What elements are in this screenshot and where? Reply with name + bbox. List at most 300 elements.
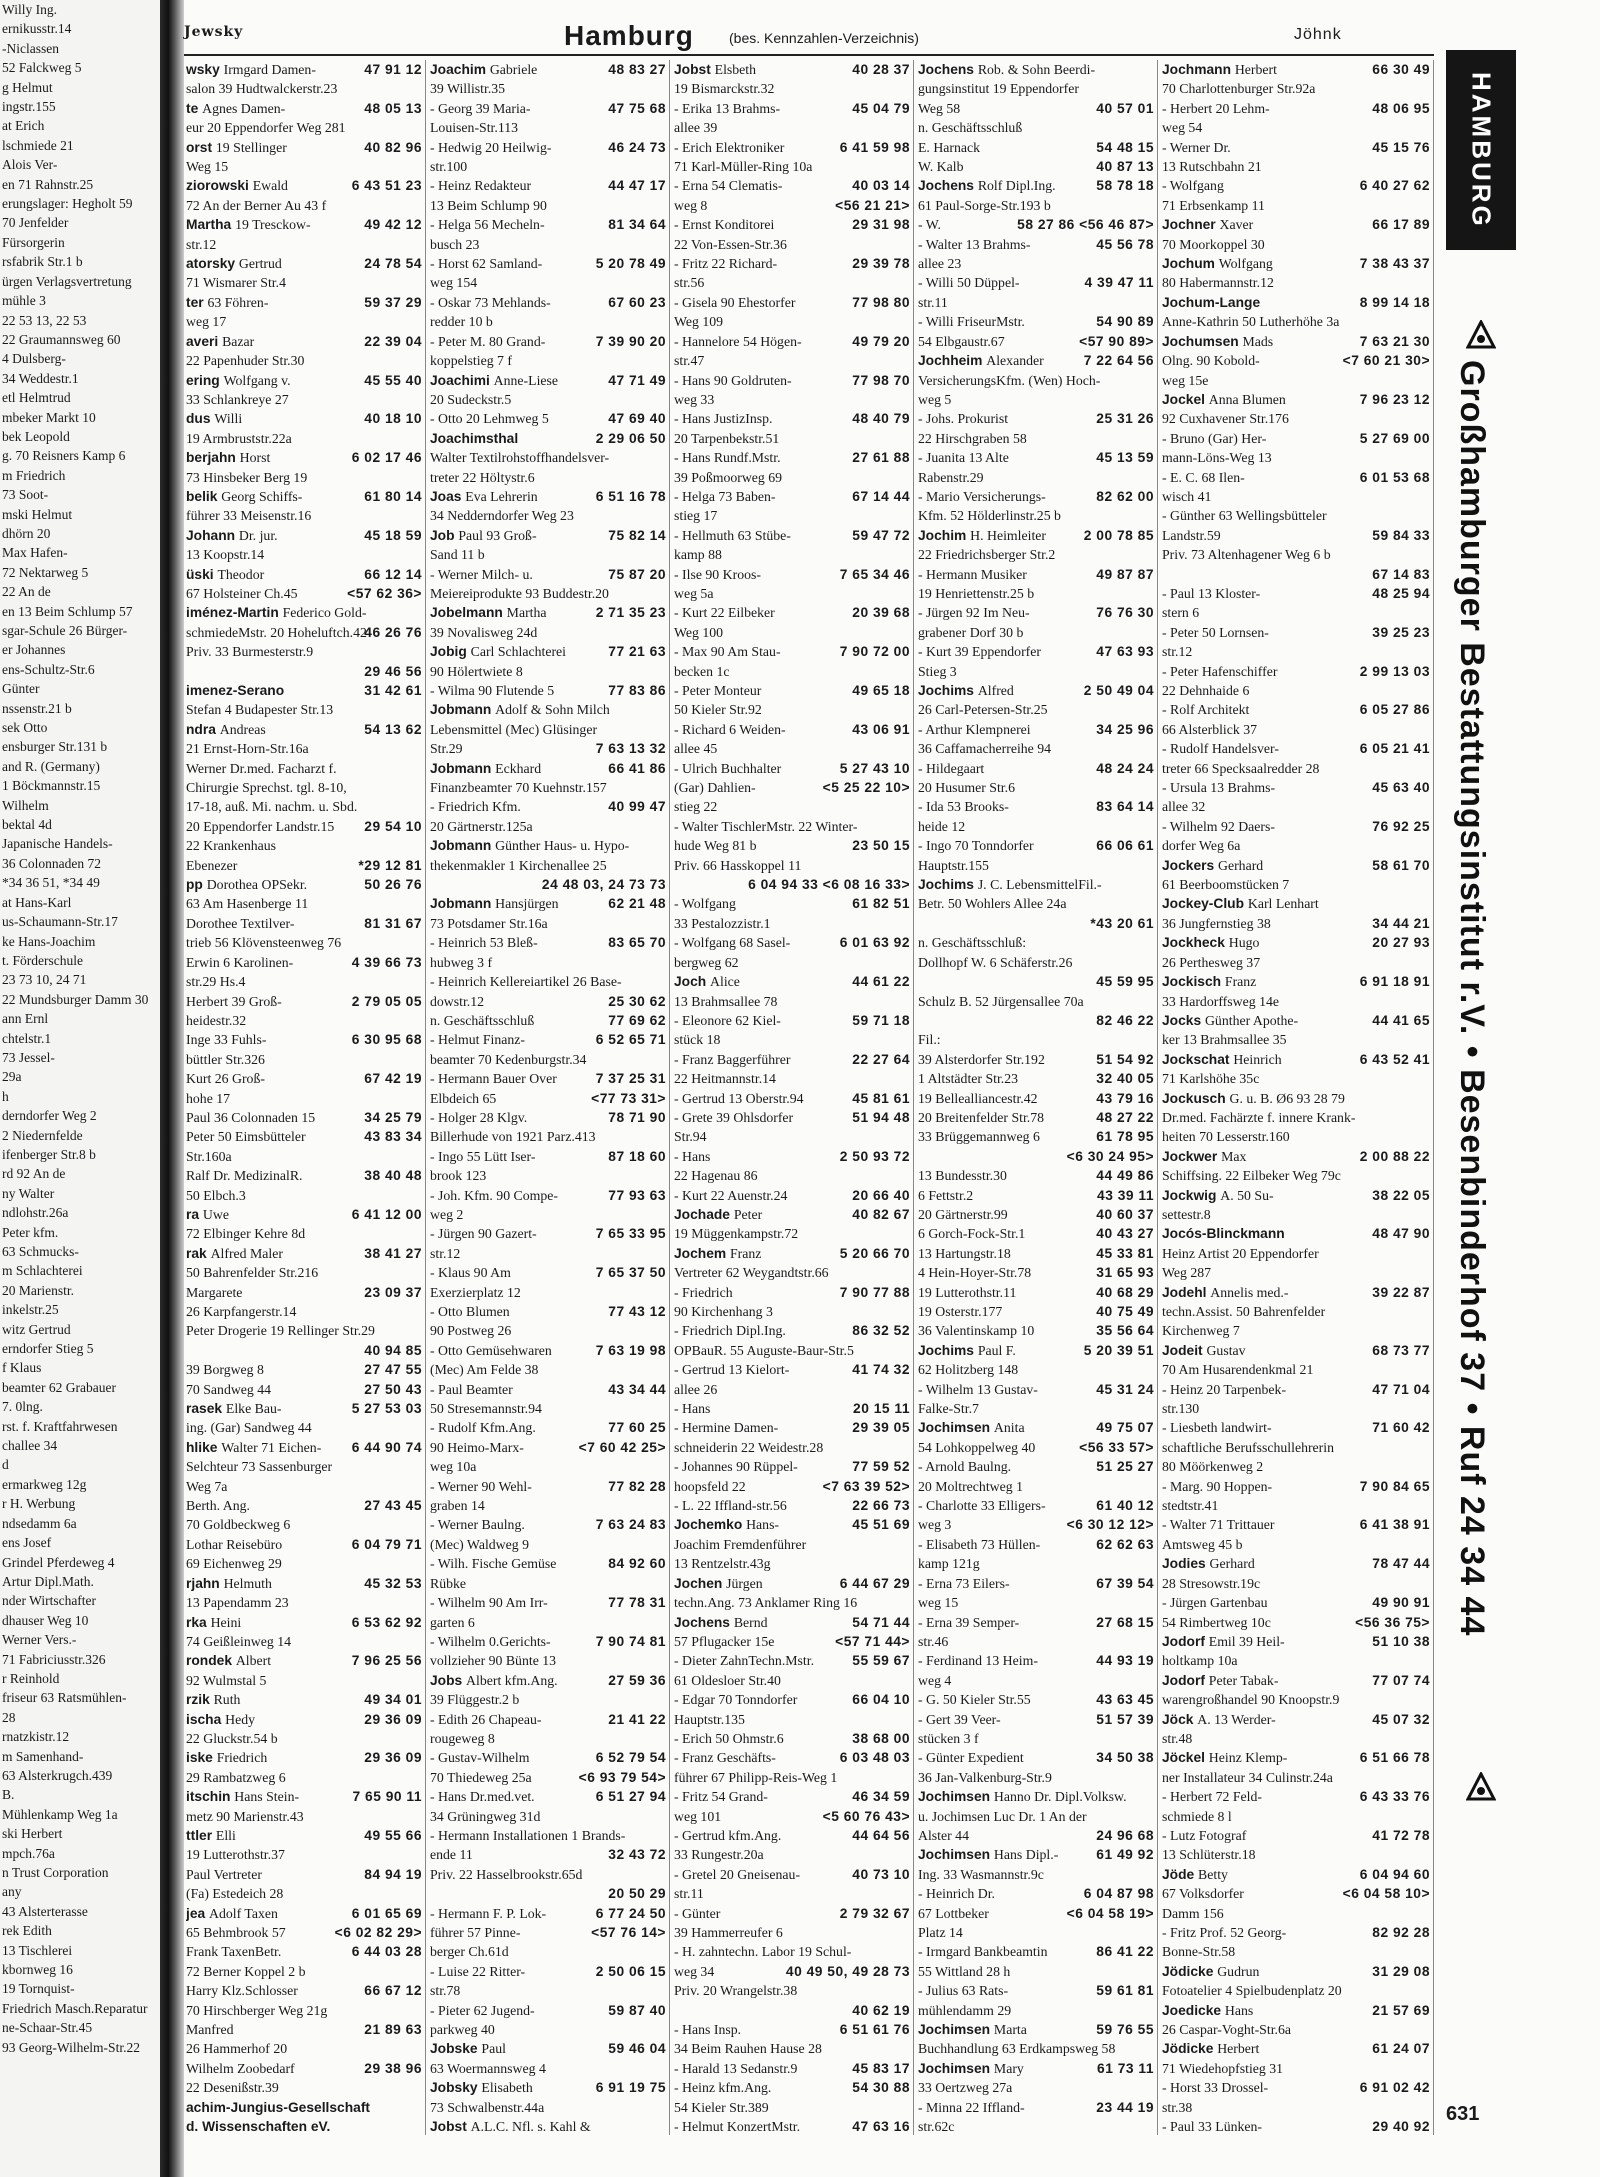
phone-number: 29 36 09 [364,1750,422,1766]
directory-entry-line [186,720,422,739]
phone-number: 39 22 87 [1372,1284,1430,1300]
directory-entry-line [430,1147,666,1166]
directory-entry-line [186,1089,422,1108]
phone-number: 2 29 06 50 [595,430,666,446]
phone-number: 40 03 14 [852,178,910,194]
directory-entry-line [430,1613,666,1632]
entry-details: hoopsfeld 22 [674,1478,746,1494]
phone-number: 29 36 09 [364,1711,422,1727]
entry-details: - Friedrich Dipl.Ing. [674,1323,786,1339]
phone-number: 38 41 27 [364,1245,422,1261]
phone-number: 34 44 21 [1372,915,1430,931]
directory-entry-line [430,817,666,836]
directory-entry-line [186,1942,422,1961]
entry-details: 70 Charlottenburger Str.92a [1162,81,1316,97]
phone-number: 44 64 56 [852,1827,910,1843]
directory-entry-line [186,1457,422,1476]
directory-entry-line [918,992,1154,1011]
directory-entry-line [918,1962,1154,1981]
phone-number: 47 63 93 [1096,644,1154,660]
phone-number: 49 87 87 [1096,566,1154,582]
phone-number: 43 83 34 [364,1129,422,1145]
entry-details: 22 Desenißstr.39 [186,2080,279,2096]
entry-details: Alfred Maler [210,1245,283,1261]
entry-surname: rasek [186,1401,226,1417]
directory-entry-line [1162,1166,1430,1185]
entry-surname: ra [186,1206,203,1222]
previous-page-line: Willy Ing. [2,2,57,17]
entry-details: - Gertrud 13 Oberstr.94 [674,1090,804,1106]
directory-entry-line [186,2117,422,2136]
directory-entry-line [430,739,666,758]
directory-entry-line [918,1807,1154,1826]
directory-entry-line [1162,1108,1430,1127]
entry-details: stern 6 [1162,605,1200,621]
previous-page-line: bek Leopold [2,428,70,444]
directory-entry-line [186,1438,422,1457]
directory-entry-line [430,254,666,273]
entry-details: - Edgar 70 Tonndorfer [674,1692,798,1708]
directory-entry-line [186,1205,422,1224]
directory-entry-line [1162,1302,1430,1321]
entry-details: - Gisela 90 Ehestorfer [674,294,796,310]
previous-page-line: mbeker Markt 10 [2,409,96,425]
entry-details: Albert kfm.Ang. [466,1672,558,1688]
previous-page-line: sek Otto [2,720,48,736]
phone-number: <6 04 58 19> [1066,1905,1154,1921]
directory-entry-line [918,565,1154,584]
previous-page-line: ne-Schaar-Str.45 [2,2020,93,2036]
entry-details: schmiedeMstr. 20 Hoheluftch.42 [186,624,367,640]
entry-details: 70 Am Husarendenkmal 21 [1162,1362,1314,1378]
directory-entry-line [674,99,910,118]
phone-number: 40 99 47 [608,799,666,815]
directory-entry-line [674,468,910,487]
directory-entry-line [1162,739,1430,758]
directory-entry-line [430,1904,666,1923]
directory-entry-line [430,1127,666,1146]
previous-page-line: any [2,1884,22,1900]
entry-details: - Heinrich Dr. [918,1886,996,1902]
entry-surname: Jöck [1162,1711,1198,1727]
directory-entry-line [1162,2039,1430,2058]
directory-entry-line [1162,1244,1430,1263]
directory-entry-line [674,1496,910,1515]
entry-details: weg 4 [918,1672,952,1688]
directory-entry-line [918,1341,1154,1360]
entry-surname: ziorowski [186,178,253,194]
entry-details: - Hermann Musiker [918,566,1027,582]
entry-details: 13 Koopstr.14 [186,547,265,563]
entry-details: vollzieher 90 Bünte 13 [430,1653,557,1669]
entry-details: - Gustav-Wilhelm [430,1750,530,1766]
phone-number: 45 55 40 [364,372,422,388]
directory-entry-line [918,1613,1154,1632]
entry-details: Berth. Ang. [186,1498,250,1514]
entry-details: redder 10 b [430,314,493,330]
previous-page-line: Alois Ver- [2,157,58,173]
directory-entry-line [1162,2098,1430,2117]
entry-details: weg 17 [186,314,227,330]
directory-entry-line [674,157,910,176]
entry-details: 55 Wittland 28 h [918,1963,1011,1979]
directory-entry-line [186,1477,422,1496]
phone-number: 45 56 78 [1096,236,1154,252]
phone-number: 7 96 25 56 [351,1653,422,1669]
phone-number: 29 54 10 [364,818,422,834]
phone-number: 82 62 00 [1096,488,1154,504]
entry-surname: Jochim [918,527,971,543]
entry-details: - Otto 20 Lehmweg 5 [430,411,549,427]
entry-details: Martha [506,605,547,621]
entry-details: - Günter Expedient [918,1750,1024,1766]
phone-number: 21 57 69 [1372,2002,1430,2018]
entry-details: Alice [710,974,740,990]
phone-number: <56 36 75> [1355,1614,1430,1630]
phone-number: 71 60 42 [1372,1420,1430,1436]
phone-number: 7 63 13 32 [595,741,666,757]
previous-page-line: ndsedamm 6a [2,1515,77,1531]
entry-details: str.130 [1162,1401,1200,1417]
running-head-subtitle: (bes. Kennzahlen-Verzeichnis) [729,30,919,46]
directory-entry-line [430,662,666,681]
entry-details: 54 Lohkoppelweg 40 [918,1439,1036,1455]
previous-page-line: rsfabrik Str.1 b [2,254,83,270]
entry-surname: Jobelmann [430,605,507,621]
entry-details: Priv. 22 Hasselbrookstr.65d [430,1866,583,1882]
entry-details: Emil 39 Heil- [1208,1633,1285,1649]
directory-entry-line [674,1147,910,1166]
directory-entry-line [186,797,422,816]
directory-entry-line [1162,1069,1430,1088]
phone-number: 8 99 14 18 [1359,294,1430,310]
entry-details: Platz 14 [918,1925,963,1940]
entry-details: 54 Kieler Str.389 [674,2099,769,2115]
entry-details: - Erna 73 Eilers- [918,1575,1010,1591]
entry-details: Anne-Kathrin 50 Lutherhöhe 3a [1162,314,1340,330]
entry-details: - Hellmuth 63 Stübe- [674,527,791,543]
phone-number: 66 17 89 [1372,217,1430,233]
entry-details: Agnes Damen- [202,100,286,116]
phone-number: 6 04 79 71 [351,1536,422,1552]
directory-entry-line [674,1244,910,1263]
directory-entry-line [430,1457,666,1476]
directory-entry-line [918,972,1154,991]
directory-entry-line [918,836,1154,855]
directory-entry-line [430,1321,666,1340]
entry-details: techn.Assist. 50 Bahrenfelder [1162,1304,1326,1319]
directory-entry-line [674,1574,910,1593]
entry-details: mann-Löns-Weg 13 [1162,450,1272,466]
entry-details: - Werner 90 Wehl- [430,1478,532,1494]
entry-details: Str.94 [674,1129,707,1145]
directory-entry-line [674,448,910,467]
entry-surname: berjahn [186,450,240,466]
directory-entry-line [1162,1574,1430,1593]
directory-entry-line [186,487,422,506]
directory-entry-line [918,894,1154,913]
entry-details: - Helmut KonzertMstr. [674,2119,801,2135]
directory-entry-line [430,1690,666,1709]
directory-entry-line [430,293,666,312]
entry-details: - Ingo 70 Tonndorfer [918,838,1034,854]
directory-entry-line [918,642,1154,661]
entry-details: - Jürgen 92 Im Neu- [918,605,1030,621]
phone-number: 45 33 81 [1096,1245,1154,1261]
directory-entry-line [430,1884,666,1903]
entry-details: allee 32 [1162,799,1206,815]
entry-details: A. 50 Su- [1220,1187,1274,1203]
directory-entry-line [1162,1845,1430,1864]
entry-details: 19 Lutterothstr.37 [186,1847,285,1863]
phone-number: 54 71 44 [852,1614,910,1630]
entry-details: 39 Hammerreufer 6 [674,1925,783,1940]
phone-number: 58 27 86 <56 46 87> [1017,217,1154,233]
entry-details: heiten 70 Lesserstr.160 [1162,1129,1290,1145]
entry-surname: d. Wissenschaften eV. [186,2119,331,2135]
entry-details: Weg 100 [674,624,724,640]
directory-entry-line [1162,1147,1430,1166]
entry-details: Landstr.59 [1162,527,1221,543]
entry-details: - Günther 63 Wellingsbütteler [1162,508,1327,524]
phone-number: 43 79 16 [1096,1090,1154,1106]
phone-number: 7 90 74 81 [595,1633,666,1649]
directory-entry-line [918,2117,1154,2136]
phone-number: 67 14 83 [1372,566,1430,582]
region-tab [1446,50,1516,250]
entry-details: 62 Holitzberg 148 [918,1362,1019,1378]
directory-entry-line [430,2020,666,2039]
directory-entry-line [1162,1710,1430,1729]
directory-entry-line [674,1884,910,1903]
entry-details: 39 Willistr.35 [430,81,506,97]
directory-entry-line [674,1690,910,1709]
directory-entry-line [430,700,666,719]
entry-surname: Jöckel [1162,1750,1209,1766]
phone-number: 43 34 44 [608,1381,666,1397]
previous-page-line: 22 53 13, 22 53 [2,312,87,328]
entry-surname: Joachim [430,62,490,77]
directory-entry-line [674,506,910,525]
directory-entry-line [674,1613,910,1632]
entry-details: Paul 93 Groß- [458,527,537,543]
directory-entry-line [674,1224,910,1243]
running-head-first-entry: Jewsky [184,24,244,40]
directory-entry-line [918,1321,1154,1340]
phone-number: 77 21 63 [608,644,666,660]
column-divider [1433,60,1434,2135]
entry-surname: Jobmann [430,896,496,912]
entry-details: 80 Möörkenweg 2 [1162,1459,1264,1475]
directory-entry-line [1162,817,1430,836]
entry-details: n. Geschäftsschluß [918,120,1023,136]
previous-page-line: 1 Böckmannstr.15 [2,778,101,794]
entry-details: - Helga 56 Mecheln- [430,217,545,233]
phone-number: *43 20 61 [1090,915,1154,931]
directory-entry-line [430,797,666,816]
directory-entry-line [918,468,1154,487]
directory-entry-line [430,894,666,913]
entry-details: Wolfgang [1218,256,1273,272]
directory-entry-line [1162,642,1430,661]
directory-entry-line [674,1826,910,1845]
entry-details: - Herbert 72 Feld- [1162,1789,1262,1805]
directory-entry-line [674,2136,910,2140]
phone-number: 54 48 15 [1096,139,1154,155]
previous-page-line: 22 An de [2,584,51,600]
phone-number: 2 79 32 67 [839,1905,910,1921]
entry-details: Uwe [202,1206,229,1222]
directory-entry-line [674,700,910,719]
phone-number: 6 04 87 98 [1083,1886,1154,1902]
phone-number: 48 06 95 [1372,100,1430,116]
entry-details: stedtstr.41 [1162,1498,1219,1514]
directory-entry-line [918,1089,1154,1108]
directory-entry-line [1162,1535,1430,1554]
directory-entry-line [918,1166,1154,1185]
directory-entry-line [918,1283,1154,1302]
phone-number: 6 51 27 94 [595,1789,666,1805]
previous-page-line: ny Walter [2,1185,55,1201]
previous-page-line: 93 Georg-Wilhelm-Str.22 [2,2039,140,2055]
phone-number: 48 27 22 [1096,1109,1154,1125]
previous-page-line: B. [2,1787,15,1803]
directory-entry-line [674,429,910,448]
directory-entry-line [430,157,666,176]
entry-details: ende 11 [430,1847,473,1863]
directory-entry-line [918,79,1154,98]
entry-details: 80 Habermannstr.12 [1162,275,1274,291]
previous-page-line: Grindel Pferdeweg 4 [2,1554,115,1570]
directory-entry-line [186,1147,422,1166]
entry-details: 57 Pflugacker 15e [674,1633,775,1649]
entry-details: - Hans JustizInsp. [674,411,773,427]
directory-entry-line [918,448,1154,467]
entry-details: weg 54 [1162,120,1203,136]
entry-details: 73 Schwalbenstr.44a [430,2099,545,2115]
phone-number: 68 73 77 [1372,1342,1430,1358]
directory-entry-line [1162,254,1430,273]
entry-details: techn.Ang. 73 Anklamer Ring 16 [674,1595,858,1611]
directory-entry-line [186,1981,422,2000]
entry-details: - Friedrich Kfm. [430,799,521,815]
phone-number: 59 61 81 [1096,1983,1154,1999]
listing-column-4 [918,60,1154,2140]
directory-entry-line [674,1845,910,1864]
entry-details: Hugo [1228,935,1260,951]
entry-details: salon 39 Hudtwalckerstr.23 [186,81,338,97]
directory-entry-line [1162,332,1430,351]
entry-details: weg 15 [918,1595,959,1611]
entry-details: 13 Bundesstr.30 [918,1168,1007,1184]
entry-details: ner Installateur 34 Culinstr.24a [1162,1769,1333,1785]
phone-number: 6 51 16 78 [595,488,666,504]
directory-entry-line [918,1748,1154,1767]
previous-page-line: Günter [2,681,40,697]
directory-entry-line [186,836,422,855]
column-divider [425,60,426,2135]
entry-details: - Gertrud 13 Kielort- [674,1362,790,1378]
phone-number: <77 73 31> [591,1090,666,1106]
directory-entry-line [674,312,910,331]
phone-number: 45 32 53 [364,1575,422,1591]
entry-details: Kurt 26 Groß- [186,1071,265,1087]
listing-column-3 [674,60,910,2140]
phone-number: 83 65 70 [608,935,666,951]
directory-entry-line [918,138,1154,157]
entry-details: 90 Heimo-Marx- [430,1439,524,1455]
directory-entry-line [674,1710,910,1729]
entry-details: Priv. 73 Altenhagener Weg 6 b [1162,547,1331,563]
directory-entry-line [674,1321,910,1340]
directory-entry-line [1162,60,1430,79]
phone-number: 6 44 90 74 [351,1439,422,1455]
directory-entry-line [1162,856,1430,875]
entry-details: - Hans Insp. [674,2022,742,2038]
entry-details: - Fritz Prof. 52 Georg- [1162,1925,1287,1940]
entry-details: - Hermann Installationen 1 Brands- [430,1827,626,1843]
phone-number: 5 27 53 03 [351,1401,422,1417]
directory-entry-line [186,1962,422,1981]
directory-entry-line [1162,506,1430,525]
entry-details: 71 Karlshöhe 35c [1162,1071,1260,1087]
previous-page-line: Max Hafen- [2,545,68,561]
entry-details: 36 Jungfernstieg 38 [1162,915,1271,931]
entry-details: Mads [1242,333,1274,349]
phone-number: 48 05 13 [364,100,422,116]
phone-number: 40 82 96 [364,139,422,155]
entry-details: Paul F. [977,1342,1016,1358]
directory-entry-line [918,1826,1154,1845]
directory-entry-line [1162,797,1430,816]
entry-details: J. C. LebensmittelFil.- [977,877,1102,893]
directory-entry-line [186,2136,422,2140]
phone-number: 44 41 65 [1372,1012,1430,1028]
entry-details: - Klaus 90 Am [430,1265,511,1281]
previous-page-line: beamter 62 Grabauer [2,1379,116,1395]
entry-details: Alfred [977,683,1014,698]
directory-entry-line [186,972,422,991]
directory-entry-line [430,1845,666,1864]
directory-entry-line [1162,99,1430,118]
phone-number: 51 54 92 [1096,1051,1154,1067]
entry-details: - Günter [674,1905,721,1921]
entry-details: Ebenezer [186,857,238,873]
phone-number: 86 41 22 [1096,1944,1154,1960]
directory-entry-line [430,526,666,545]
entry-details: 70 Thiedeweg 25a [430,1769,532,1785]
directory-entry-line [430,176,666,195]
entry-details: str.38 [1162,2099,1193,2115]
phone-number: 81 31 67 [364,915,422,931]
previous-page-line: n Trust Corporation [2,1865,109,1880]
directory-entry-line [918,1438,1154,1457]
entry-details: 70 Moorkoppel 30 [1162,236,1265,252]
directory-entry-line [1162,1554,1430,1573]
directory-entry-line [186,60,422,79]
entry-details: Herbert 39 Groß- [186,993,282,1009]
phone-number: 40 73 10 [852,1866,910,1882]
directory-entry-line [186,817,422,836]
phone-number: 6 01 65 69 [351,1905,422,1921]
entry-details: weg 3 [918,1517,952,1533]
entry-details: Schiffsing. 22 Eilbeker Weg 79c [1162,1168,1341,1184]
directory-entry-line [186,1845,422,1864]
entry-details [1162,2138,1195,2140]
entry-details: - Peter M. 80 Grand- [430,333,546,349]
previous-page-line: ann Ernl [2,1011,49,1027]
directory-entry-line [430,215,666,234]
